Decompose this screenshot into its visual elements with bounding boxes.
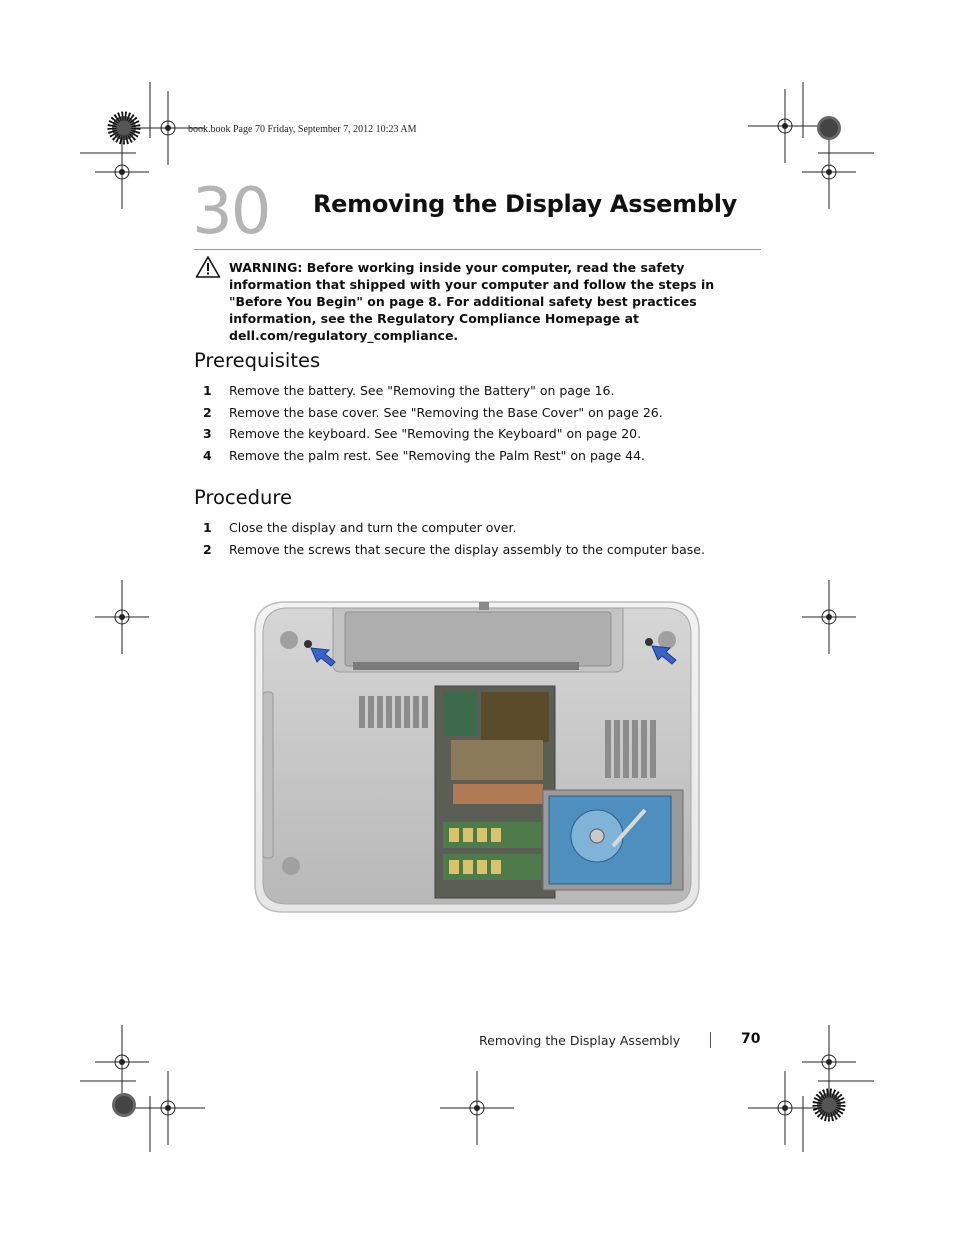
footer-divider <box>710 1032 711 1048</box>
step-number: 3 <box>203 426 212 442</box>
footer-chapter-title: Removing the Display Assembly <box>479 1033 681 1048</box>
step-number: 4 <box>203 448 212 464</box>
procedure-heading: Procedure <box>194 486 292 509</box>
list-item <box>203 424 763 446</box>
step-number: 1 <box>203 520 212 535</box>
step-text: Close the display and turn the computer over. <box>229 520 517 535</box>
page-number: 70 <box>741 1031 761 1047</box>
prerequisites-list <box>203 381 763 468</box>
title-rule <box>194 249 761 250</box>
warning-text: WARNING: Before working inside your computer, read the safety information that shipped with your computer and follow the steps in "Before You Begin" on page 8. For additional safety best practices information, see the Regulatory Compliance Homepage at dell.com/regulatory_compliance. <box>229 260 715 343</box>
step-text: Remove the keyboard. See "Removing the Keyboard" on page 20. <box>229 426 642 442</box>
procedure-list <box>203 518 763 561</box>
step-number: 2 <box>203 541 212 557</box>
list-item <box>203 403 763 425</box>
list-item <box>203 518 763 540</box>
printer-slug: book.book Page 70 Friday, September 7, 2012 10:23 AM <box>188 124 417 135</box>
step-text: Remove the palm rest. See "Removing the Palm Rest" on page 44. <box>229 448 646 464</box>
list-item <box>203 540 763 562</box>
prerequisites-heading: Prerequisites <box>194 349 321 372</box>
step-text: Remove the battery. See "Removing the Battery" on page 16. <box>229 383 615 398</box>
step-text: Remove the base cover. See "Removing the Base Cover" on page 26. <box>229 404 663 420</box>
chapter-number: 30 <box>192 175 270 249</box>
step-number: 2 <box>203 404 212 420</box>
chapter-title: Removing the Display Assembly <box>313 190 738 218</box>
laptop-base-illustration <box>253 600 701 914</box>
list-item <box>203 446 763 468</box>
list-item <box>203 381 763 403</box>
step-text: Remove the screws that secure the display assembly to the computer base. <box>229 541 705 557</box>
warning-triangle-icon <box>195 255 221 279</box>
step-number: 1 <box>203 383 212 398</box>
